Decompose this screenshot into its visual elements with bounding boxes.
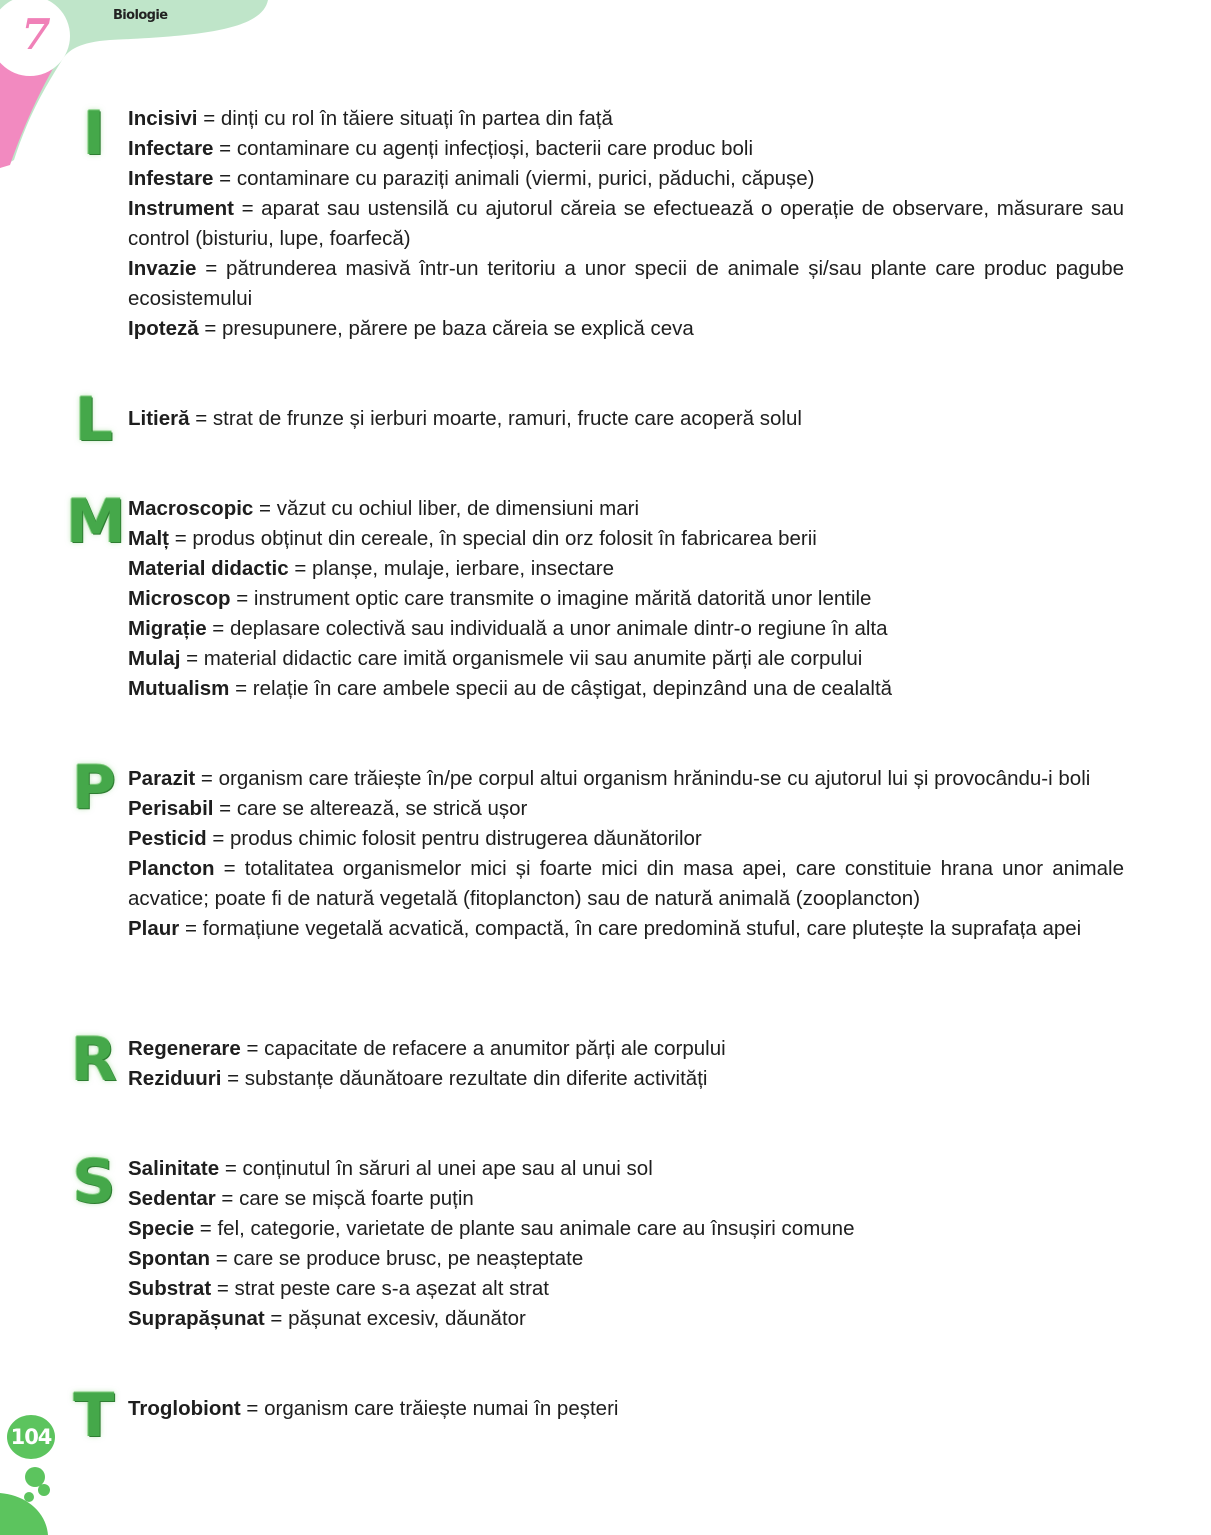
- definition: = pătrunderea masivă într-un teritoriu a unor specii de animale și/sau plante care produc pagube ecosistemului: [128, 257, 1124, 310]
- list-item: [128, 524, 1124, 554]
- definition: = pășunat excesiv, dăunător: [264, 1307, 526, 1330]
- list-item: [128, 1304, 1124, 1334]
- definition: = care se mișcă foarte puțin: [215, 1187, 474, 1210]
- list-item: [128, 854, 1124, 914]
- list-item: [128, 1394, 1124, 1424]
- term: Infectare: [128, 137, 214, 160]
- term: Salinitate: [128, 1157, 220, 1180]
- entry-list: [128, 764, 1124, 944]
- list-item: [128, 134, 1124, 164]
- definition: = strat de frunze și ierburi moarte, ramuri, fructe care acoperă solul: [189, 407, 802, 430]
- definition: = planșe, mulaje, ierbare, insectare: [288, 557, 614, 580]
- list-item: [128, 1274, 1124, 1304]
- term: Instrument: [128, 197, 234, 220]
- definition: = conținutul în săruri al unei ape sau al unui sol: [219, 1157, 653, 1180]
- definition: = capacitate de refacere a anumitor părți ale corpului: [240, 1037, 726, 1060]
- definition: = material didactic care imită organismele vii sau anumite părți ale corpului: [180, 647, 863, 670]
- entry-list: [128, 1394, 1124, 1424]
- list-item: [128, 164, 1124, 194]
- list-item: [128, 494, 1124, 524]
- term: Pesticid: [128, 827, 207, 850]
- entry-list: [128, 404, 1124, 434]
- definition: = dinți cu rol în tăiere situați în partea din față: [197, 107, 613, 130]
- term: Incisivi: [128, 107, 198, 130]
- list-item: [128, 314, 1124, 344]
- definition: = totalitatea organismelor mici și foarte mici din masa apei, care constituie hrana unor animale acvatice; poate fi de natură vegetală (fitoplancton) sau de natură animală (zooplancton): [128, 857, 1124, 910]
- definition: = formațiune vegetală acvatică, compactă, în care predomină stuful, care plutește la suprafața apei: [179, 917, 1082, 940]
- term: Regenerare: [128, 1037, 241, 1060]
- definition: = organism care trăiește numai în peșteri: [240, 1397, 619, 1420]
- entry-list: [128, 1034, 1124, 1094]
- list-item: [128, 194, 1124, 254]
- term: Parazit: [128, 767, 196, 790]
- definition: = relație în care ambele specii au de câștigat, depinzând una de cealaltă: [229, 677, 893, 700]
- definition: = produs chimic folosit pentru distrugerea dăunătorilor: [206, 827, 702, 850]
- term: Litieră: [128, 407, 190, 430]
- entry-list: [128, 104, 1124, 344]
- term: Infestare: [128, 167, 214, 190]
- list-item: [128, 824, 1124, 854]
- list-item: [128, 794, 1124, 824]
- list-item: [128, 1244, 1124, 1274]
- definition: = deplasare colectivă sau individuală a unor animale dintr-o regiune în alta: [206, 617, 888, 640]
- term: Plancton: [128, 857, 215, 880]
- list-item: [128, 1154, 1124, 1184]
- section-letter-icon: I: [82, 99, 106, 169]
- section-letter-icon: L: [74, 385, 114, 455]
- list-item: [128, 1034, 1124, 1064]
- term: Suprapășunat: [128, 1307, 265, 1330]
- term: Ipoteză: [128, 317, 199, 340]
- term: Specie: [128, 1217, 195, 1240]
- term: Migrație: [128, 617, 207, 640]
- term: Spontan: [128, 1247, 210, 1270]
- section-letter-icon: T: [73, 1381, 115, 1451]
- list-item: [128, 1214, 1124, 1244]
- list-item: [128, 914, 1124, 944]
- term: Mulaj: [128, 647, 181, 670]
- list-item: [128, 674, 1124, 704]
- definition: = contaminare cu paraziți animali (viermi, purici, păduchi, căpușe): [213, 167, 815, 190]
- term: Invazie: [128, 257, 197, 280]
- page-number: 104: [7, 1415, 55, 1459]
- definition: = care se alterează, se strică ușor: [213, 797, 528, 820]
- section-letter-icon: M: [66, 487, 126, 557]
- term: Malț: [128, 527, 169, 550]
- term: Reziduuri: [128, 1067, 222, 1090]
- term: Macroscopic: [128, 497, 254, 520]
- definition: = strat peste care s-a așezat alt strat: [211, 1277, 549, 1300]
- term: Mutualism: [128, 677, 230, 700]
- entry-list: [128, 494, 1124, 704]
- list-item: [128, 614, 1124, 644]
- list-item: [128, 254, 1124, 314]
- term: Plaur: [128, 917, 180, 940]
- definition: = care se produce brusc, pe neașteptate: [210, 1247, 584, 1270]
- list-item: [128, 644, 1124, 674]
- section-letter-icon: P: [72, 753, 116, 823]
- section-letter-icon: S: [72, 1147, 116, 1217]
- list-item: [128, 404, 1124, 434]
- grade-number: 7: [21, 10, 51, 59]
- list-item: [128, 104, 1124, 134]
- term: Microscop: [128, 587, 231, 610]
- list-item: [128, 764, 1124, 794]
- subject-title: Biologie: [113, 8, 168, 23]
- definition: = fel, categorie, varietate de plante sau animale care au însușiri comune: [194, 1217, 855, 1240]
- list-item: [128, 584, 1124, 614]
- definition: = contaminare cu agenți infecțioși, bacterii care produc boli: [213, 137, 754, 160]
- definition: = organism care trăiește în/pe corpul altui organism hrănindu-se cu ajutorul lui și provocându-i boli: [195, 767, 1091, 790]
- definition: = văzut cu ochiul liber, de dimensiuni mari: [253, 497, 640, 520]
- definition: = substanțe dăunătoare rezultate din diferite activități: [221, 1067, 708, 1090]
- list-item: [128, 1064, 1124, 1094]
- list-item: [128, 554, 1124, 584]
- list-item: [128, 1184, 1124, 1214]
- term: Troglobiont: [128, 1397, 241, 1420]
- term: Substrat: [128, 1277, 212, 1300]
- definition: = instrument optic care transmite o imagine mărită datorită unor lentile: [230, 587, 872, 610]
- definition: = produs obținut din cereale, în special din orz folosit în fabricarea berii: [169, 527, 817, 550]
- section-letter-icon: R: [70, 1025, 118, 1095]
- definition: = aparat sau ustensilă cu ajutorul căreia se efectuează o operație de observare, măsurare sau control (bisturiu, lupe, foarfecă): [128, 197, 1124, 250]
- term: Perisabil: [128, 797, 214, 820]
- definition: = presupunere, părere pe baza căreia se explică ceva: [198, 317, 694, 340]
- entry-list: [128, 1154, 1124, 1334]
- term: Material didactic: [128, 557, 289, 580]
- term: Sedentar: [128, 1187, 216, 1210]
